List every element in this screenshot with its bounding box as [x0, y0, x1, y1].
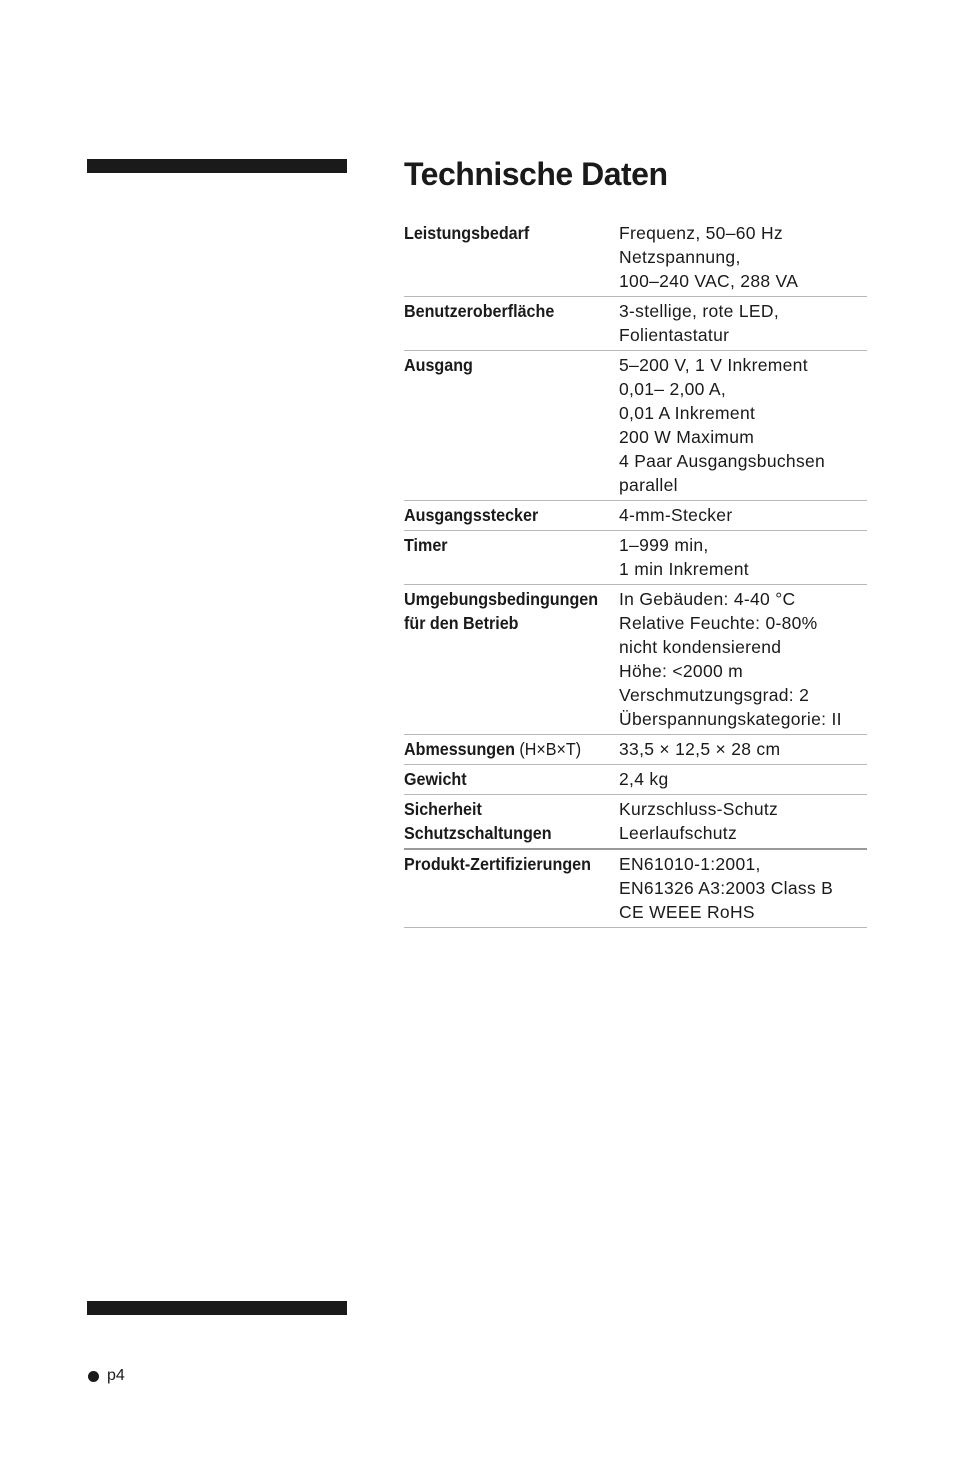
spec-value-line: 4 Paar Ausgangsbuchsen	[619, 451, 826, 471]
spec-label: Ausgang	[404, 355, 473, 375]
spec-value	[619, 587, 867, 731]
spec-value-line: In Gebäuden: 4-40 °C	[619, 589, 796, 609]
spec-value	[619, 503, 867, 527]
spec-value	[619, 852, 867, 924]
spec-row-ausgang	[404, 351, 867, 501]
spec-value-line: 200 W Maximum	[619, 427, 755, 447]
spec-value	[619, 221, 867, 293]
spec-value-line: Verschmutzungsgrad: 2	[619, 685, 810, 705]
spec-value-line: parallel	[619, 475, 678, 495]
page-footer	[88, 1367, 125, 1385]
spec-value	[619, 797, 867, 845]
spec-label: Benutzeroberfläche	[404, 301, 555, 321]
spec-value-line: 3-stellige, rote LED,	[619, 301, 779, 321]
spec-label: Abmessungen (H×B×T)	[404, 739, 582, 759]
spec-value-line: Folientastatur	[619, 325, 730, 345]
spec-row-gewicht	[404, 765, 867, 795]
spec-value-line: CE WEEE RoHS	[619, 902, 755, 922]
spec-value-line: 33,5 × 12,5 × 28 cm	[619, 739, 781, 759]
spec-value-line: Frequenz, 50–60 Hz	[619, 223, 783, 243]
spec-value-line: nicht kondensierend	[619, 637, 782, 657]
spec-label: Produkt-Zertifizierungen	[404, 854, 591, 874]
spec-value-line: Netzspannung,	[619, 247, 741, 267]
page-number: p4	[107, 1367, 125, 1384]
spec-row-abmessungen	[404, 735, 867, 765]
spec-value-line: 0,01– 2,00 A,	[619, 379, 727, 399]
spec-value	[619, 737, 867, 761]
bullet-icon	[88, 1371, 99, 1382]
spec-value-line: 5–200 V, 1 V Inkrement	[619, 355, 808, 375]
spec-value-line: 1 min Inkrement	[619, 559, 749, 579]
spec-value-line: Höhe: <2000 m	[619, 661, 744, 681]
spec-row-sicherheit	[404, 795, 867, 850]
bottom-decorative-bar	[87, 1301, 347, 1315]
spec-value	[619, 767, 867, 791]
spec-value-line: Relative Feuchte: 0-80%	[619, 613, 818, 633]
spec-value-line: EN61326 A3:2003 Class B	[619, 878, 834, 898]
spec-value-line: EN61010-1:2001,	[619, 854, 761, 874]
spec-row-umgebungsbedingungen	[404, 585, 867, 735]
spec-label: Sicherheit Schutzschaltungen	[404, 799, 552, 843]
page-title: Technische Daten	[404, 156, 668, 192]
spec-value-line: Kurzschluss-Schutz	[619, 799, 779, 819]
spec-value-line: Überspannungskategorie: II	[619, 709, 842, 729]
spec-row-ausgangsstecker	[404, 501, 867, 531]
spec-value	[619, 533, 867, 581]
spec-row-produkt-zertifizierungen	[404, 850, 867, 928]
spec-label-suffix: (H×B×T)	[514, 739, 582, 759]
spec-value-line: 1–999 min,	[619, 535, 709, 555]
spec-label: Ausgangsstecker	[404, 505, 539, 525]
spec-row-leistungsbedarf	[404, 219, 867, 297]
spec-value-line: 2,4 kg	[619, 769, 669, 789]
spec-row-benutzeroberflaeche	[404, 297, 867, 351]
spec-label: Timer	[404, 535, 448, 555]
spec-label: Leistungsbedarf	[404, 223, 530, 243]
spec-value-line: 100–240 VAC, 288 VA	[619, 271, 799, 291]
top-decorative-bar	[87, 159, 347, 173]
spec-value	[619, 299, 867, 347]
spec-label: Umgebungsbedingungen für den Betrieb	[404, 589, 599, 633]
spec-row-timer	[404, 531, 867, 585]
spec-table	[404, 219, 867, 928]
spec-value-line: 0,01 A Inkrement	[619, 403, 756, 423]
spec-value-line: Leerlaufschutz	[619, 823, 738, 843]
spec-value	[619, 353, 867, 497]
spec-value-line: 4-mm-Stecker	[619, 505, 733, 525]
spec-label: Gewicht	[404, 769, 467, 789]
